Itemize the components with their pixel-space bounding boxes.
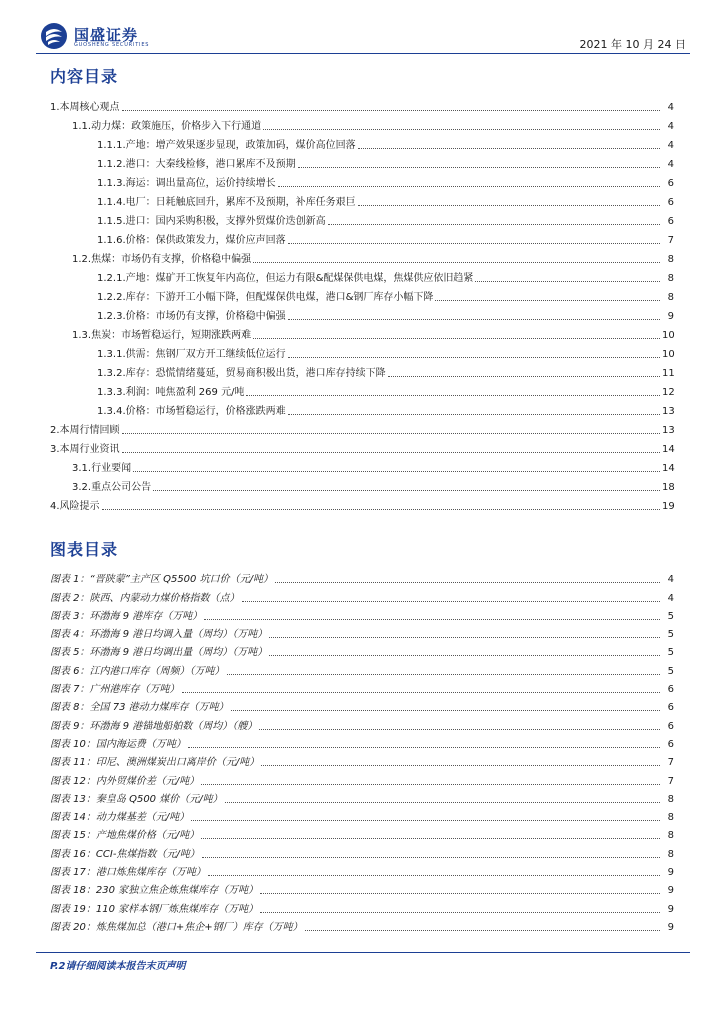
dot-leader <box>358 205 660 206</box>
figure-entry-page: 8 <box>667 848 674 860</box>
page-footer: P.2请仔细阅读本报告末页声明 <box>50 961 186 972</box>
toc-entry-page: 9 <box>667 311 674 322</box>
toc-entry[interactable] <box>50 133 674 152</box>
dot-leader <box>288 243 660 244</box>
figure-entry-page: 9 <box>667 903 674 915</box>
dot-leader <box>305 930 660 931</box>
figure-entry[interactable] <box>50 714 674 732</box>
figure-entry-label: 图表 12：内外贸煤价差（元/吨） <box>50 775 200 787</box>
toc-entry-page: 10 <box>662 330 675 341</box>
figure-entry[interactable] <box>50 659 674 677</box>
toc-entry-label: 2.本周行情回顾 <box>50 425 120 436</box>
toc-entry[interactable] <box>50 494 674 513</box>
figure-list-title: 图表目录 <box>50 540 119 559</box>
dot-leader <box>269 637 660 638</box>
toc-entry-label: 1.3.焦炭：市场暂稳运行，短期涨跌两难 <box>72 330 252 341</box>
toc-entry-page: 6 <box>667 216 674 227</box>
dot-leader <box>182 692 660 693</box>
figure-entry[interactable] <box>50 842 674 860</box>
figure-entry-page: 5 <box>667 610 674 622</box>
figure-entry-page: 6 <box>667 684 674 696</box>
toc-entry-page: 10 <box>662 349 675 360</box>
toc-entry-page: 4 <box>667 140 674 151</box>
figure-entry-label: 图表 4：环渤海 9 港日均调入量（周均）（万吨） <box>50 629 268 641</box>
figure-entry-label: 图表 5：环渤海 9 港日均调出量（周均）（万吨） <box>50 647 268 659</box>
toc-entry-page: 8 <box>667 292 674 303</box>
toc-entry[interactable] <box>50 361 674 380</box>
dot-leader <box>246 395 660 396</box>
dot-leader <box>122 110 660 111</box>
figure-entry-label: 图表 10：国内海运费（万吨） <box>50 738 186 750</box>
toc-entry-page: 8 <box>667 273 674 284</box>
toc-entry-label: 1.3.1.供需：焦钢厂双方开工继续低位运行 <box>97 349 286 360</box>
toc-entry[interactable] <box>50 399 674 418</box>
toc-entry-page: 4 <box>667 121 674 132</box>
dot-leader <box>204 619 660 620</box>
figure-entry-label: 图表 7：广州港库存（万吨） <box>50 684 180 696</box>
toc-entry[interactable] <box>50 228 674 247</box>
figure-list <box>50 568 674 934</box>
figure-entry-label: 图表 3：环渤海 9 港库存（万吨） <box>50 610 203 622</box>
toc-entry-label: 4.风险提示 <box>50 501 100 512</box>
figure-entry-page: 9 <box>667 921 674 933</box>
dot-leader <box>275 582 660 583</box>
toc-entry-page: 8 <box>667 254 674 265</box>
footer-divider <box>36 952 690 953</box>
figure-entry-label: 图表 16：CCI-焦煤指数（元/吨） <box>50 848 200 860</box>
figure-entry[interactable] <box>50 696 674 714</box>
dot-leader <box>191 820 660 821</box>
company-logo <box>40 20 190 52</box>
dot-leader <box>288 414 660 415</box>
logo-text-cn: 国盛证券 <box>74 26 139 44</box>
dot-leader <box>358 148 660 149</box>
figure-entry[interactable] <box>50 586 674 604</box>
toc-entry[interactable] <box>50 380 674 399</box>
toc-entry[interactable] <box>50 285 674 304</box>
figure-entry[interactable] <box>50 751 674 769</box>
dot-leader <box>231 710 660 711</box>
toc-entry[interactable] <box>50 323 674 342</box>
toc-entry-label: 1.2.3.价格：市场仍有支撑，价格稳中偏强 <box>97 311 286 322</box>
figure-entry[interactable] <box>50 824 674 842</box>
figure-entry-label: 图表 15：产地焦煤价格（元/吨） <box>50 830 200 842</box>
figure-entry[interactable] <box>50 788 674 806</box>
table-of-contents <box>50 95 674 513</box>
figure-entry-label: 图表 9：环渤海 9 港锚地船舶数（周均）（艘） <box>50 720 258 732</box>
toc-entry-page: 18 <box>662 482 675 493</box>
report-date: 2021 年 10 月 24 日 <box>579 38 686 51</box>
toc-entry-label: 3.2.重点公司公告 <box>72 482 152 493</box>
figure-entry-label: 图表 18：230 家独立焦企炼焦煤库存（万吨） <box>50 885 259 897</box>
toc-entry-label: 1.2.2.库存：下游开工小幅下降，但配煤保供电煤，港口&钢厂库存小幅下降 <box>97 292 434 303</box>
toc-entry-label: 1.1.6.价格：保供政策发力，煤价应声回落 <box>97 235 286 246</box>
header-divider <box>36 53 690 54</box>
toc-entry-page: 14 <box>662 444 675 455</box>
toc-entry[interactable] <box>50 266 674 285</box>
dot-leader <box>188 747 660 748</box>
figure-entry-label: 图表 1：“晋陕蒙”主产区 Q5500 坑口价（元/吨） <box>50 574 273 586</box>
toc-entry-label: 1.1.1.产地：增产效果逐步显现，政策加码，煤价高位回落 <box>97 140 356 151</box>
figure-entry-page: 6 <box>667 702 674 714</box>
figure-entry-label: 图表 17：港口炼焦煤库存（万吨） <box>50 867 206 879</box>
toc-title: 内容目录 <box>50 67 119 86</box>
figure-entry-label: 图表 20：炼焦煤加总（港口+焦企+钢厂）库存（万吨） <box>50 921 303 933</box>
toc-entry[interactable] <box>50 418 674 437</box>
figure-entry-page: 7 <box>667 775 674 787</box>
toc-entry[interactable] <box>50 171 674 190</box>
figure-entry-page: 5 <box>667 629 674 641</box>
dot-leader <box>227 674 660 675</box>
figure-entry-page: 8 <box>667 793 674 805</box>
toc-entry[interactable] <box>50 304 674 323</box>
toc-entry-label: 1.1.5.进口：国内采购积极，支撑外贸煤价迭创新高 <box>97 216 326 227</box>
toc-entry-label: 1.1.3.海运：调出量高位，运价持续增长 <box>97 178 276 189</box>
figure-entry[interactable] <box>50 623 674 641</box>
toc-entry[interactable] <box>50 209 674 228</box>
figure-entry-label: 图表 6：江内港口库存（周频）（万吨） <box>50 665 225 677</box>
figure-entry[interactable] <box>50 879 674 897</box>
figure-entry-page: 8 <box>667 830 674 842</box>
toc-entry-label: 1.3.3.利润：吨焦盈利 269 元/吨 <box>97 387 245 398</box>
figure-entry-page: 4 <box>667 574 674 586</box>
dot-leader <box>288 357 660 358</box>
figure-entry[interactable] <box>50 678 674 696</box>
figure-entry-page: 7 <box>667 757 674 769</box>
figure-entry-label: 图表 19：110 家样本钢厂炼焦煤库存（万吨） <box>50 903 259 915</box>
figure-entry[interactable] <box>50 641 674 659</box>
toc-entry-label: 1.2.焦煤：市场仍有支撑，价格稳中偏强 <box>72 254 252 265</box>
figure-entry-page: 9 <box>667 885 674 897</box>
figure-entry-label: 图表 14：动力煤基差（元/吨） <box>50 812 190 824</box>
figure-entry-label: 图表 11：印尼、澳洲煤炭出口离岸价（元/吨） <box>50 757 260 769</box>
dot-leader <box>122 452 660 453</box>
toc-entry-page: 12 <box>662 387 675 398</box>
toc-entry-page: 19 <box>662 501 675 512</box>
toc-entry-label: 1.3.4.价格：市场暂稳运行，价格涨跌两难 <box>97 406 286 417</box>
figure-entry-label: 图表 13：秦皇岛 Q500 煤价（元/吨） <box>50 793 223 805</box>
figure-entry-page: 9 <box>667 867 674 879</box>
dot-leader <box>202 857 660 858</box>
dot-leader <box>288 319 660 320</box>
figure-entry[interactable] <box>50 861 674 879</box>
toc-entry-label: 3.1.行业要闻 <box>72 463 132 474</box>
figure-entry-page: 5 <box>667 647 674 659</box>
toc-entry-page: 11 <box>662 368 675 379</box>
figure-entry[interactable] <box>50 769 674 787</box>
dot-leader <box>328 224 660 225</box>
toc-entry-label: 1.1.4.电厂：日耗触底回升，累库不及预期，补库任务艰巨 <box>97 197 356 208</box>
toc-entry-page: 4 <box>667 102 674 113</box>
dot-leader <box>102 509 660 510</box>
toc-entry[interactable] <box>50 342 674 361</box>
toc-entry[interactable] <box>50 114 674 133</box>
dot-leader <box>259 729 660 730</box>
dot-leader <box>260 912 660 913</box>
dot-leader <box>153 490 660 491</box>
figure-entry-page: 8 <box>667 812 674 824</box>
dot-leader <box>201 784 660 785</box>
dot-leader <box>298 167 660 168</box>
toc-entry-page: 13 <box>662 425 675 436</box>
toc-entry-label: 1.2.1.产地：煤矿开工恢复年内高位，但运力有限&配煤保供电煤，焦煤供应依旧趋紧 <box>97 273 474 284</box>
page-header <box>36 20 690 52</box>
toc-entry[interactable] <box>50 437 674 456</box>
toc-entry-page: 6 <box>667 178 674 189</box>
toc-entry[interactable] <box>50 456 674 475</box>
dot-leader <box>435 300 660 301</box>
dot-leader <box>122 433 660 434</box>
figure-entry[interactable] <box>50 916 674 934</box>
toc-entry-label: 1.3.2.库存：恐慌情绪蔓延，贸易商积极出货，港口库存持续下降 <box>97 368 386 379</box>
figure-entry-label: 图表 2：陕西、内蒙动力煤价格指数（点） <box>50 592 240 604</box>
dot-leader <box>388 376 660 377</box>
dot-leader <box>201 838 660 839</box>
dot-leader <box>260 893 660 894</box>
toc-entry-page: 14 <box>662 463 675 474</box>
dot-leader <box>261 765 660 766</box>
figure-entry-page: 4 <box>667 592 674 604</box>
logo-mark-icon <box>40 22 68 50</box>
toc-entry-label: 1.本周核心观点 <box>50 102 120 113</box>
dot-leader <box>253 262 660 263</box>
logo-text-en: GUOSHENG SECURITIES <box>74 42 150 48</box>
toc-entry[interactable] <box>50 95 674 114</box>
dot-leader <box>133 471 660 472</box>
figure-entry-page: 6 <box>667 738 674 750</box>
figure-entry-label: 图表 8：全国 73 港动力煤库存（万吨） <box>50 702 229 714</box>
figure-entry[interactable] <box>50 605 674 623</box>
toc-entry[interactable] <box>50 190 674 209</box>
dot-leader <box>225 802 660 803</box>
toc-entry-page: 4 <box>667 159 674 170</box>
figure-entry[interactable] <box>50 897 674 915</box>
toc-entry-page: 6 <box>667 197 674 208</box>
dot-leader <box>475 281 660 282</box>
figure-entry[interactable] <box>50 733 674 751</box>
dot-leader <box>208 875 660 876</box>
toc-entry-label: 1.1.动力煤：政策施压，价格步入下行通道 <box>72 121 262 132</box>
dot-leader <box>278 186 660 187</box>
toc-entry-page: 7 <box>667 235 674 246</box>
figure-entry-page: 5 <box>667 665 674 677</box>
figure-entry-page: 6 <box>667 720 674 732</box>
toc-entry-page: 13 <box>662 406 675 417</box>
toc-entry-label: 1.1.2.港口：大秦线检修，港口累库不及预期 <box>97 159 296 170</box>
dot-leader <box>242 601 660 602</box>
dot-leader <box>269 655 660 656</box>
figure-entry[interactable] <box>50 568 674 586</box>
dot-leader <box>253 338 660 339</box>
dot-leader <box>263 129 660 130</box>
toc-entry[interactable] <box>50 247 674 266</box>
toc-entry[interactable] <box>50 152 674 171</box>
toc-entry[interactable] <box>50 475 674 494</box>
figure-entry[interactable] <box>50 806 674 824</box>
toc-entry-label: 3.本周行业资讯 <box>50 444 120 455</box>
